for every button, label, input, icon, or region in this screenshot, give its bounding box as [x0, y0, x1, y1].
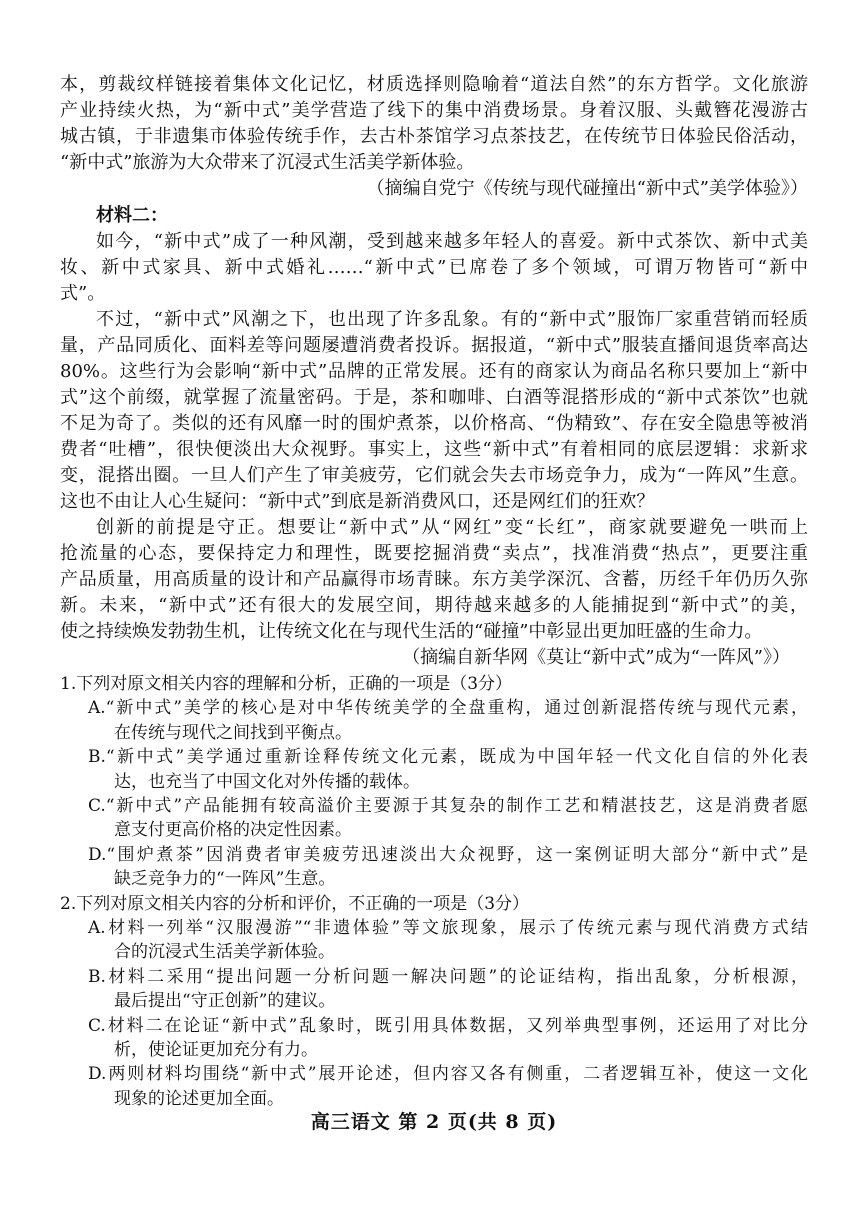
- passage-p1-line-2: 产业持续火热，为“新中式”美学营造了线下的集中消费场景。身着汉服、头戴簪花漫游古: [60, 100, 808, 121]
- passage-p2-line-1: 如今，“新中式”成了一种风潮，受到越来越多年轻人的喜爱。新中式茶饮、新中式美: [96, 231, 808, 252]
- question-2-stem: 2.下列对原文相关内容的分析和评价，不正确的一项是（3分）: [60, 893, 530, 914]
- passage-p3-line-2: 量，产品同质化、面料差等问题屡遭消费者投诉。据报道，“新中式”服装直播间退货率高达: [60, 335, 808, 356]
- q2-option-a-line-1: A.材料一列举“汉服漫游”“非遗体验”等文旅现象，展示了传统元素与现代消费方式结: [88, 918, 808, 938]
- q1-option-d-line-1: D.“围炉煮茶”因消费者审美疲劳迅速淡出大众视野，这一案例证明大部分“新中式”是: [88, 844, 808, 865]
- passage-p1-line-3: 城古镇，于非遗集市体验传统手作，去古朴茶馆学习点茶技艺，在传统节日体验民俗活动，: [60, 126, 808, 147]
- passage-p4-line-3: 产品质量，用高质量的设计和产品赢得市场青睐。东方美学深沉、含蓄，历经千年仍历久弥: [60, 569, 808, 590]
- passage-p3-line-1: 不过，“新中式”风潮之下，也出现了许多乱象。有的“新中式”服饰厂家重营销而轻质: [96, 309, 808, 330]
- q1-option-c-line-1: C.“新中式”产品能拥有较高溢价主要源于其复杂的制作工艺和精湛技艺，这是消费者愿: [88, 796, 808, 816]
- material-2-heading: 材料二：: [96, 205, 168, 226]
- passage-p3-line-5: 不足为奇了。类似的还有风靡一时的围炉煮茶，以价格高、“伪精致”、存在安全隐患等被消: [60, 413, 808, 434]
- q2-option-d-line-2: 现象的论述更加全面。: [114, 1088, 284, 1109]
- passage-p4-line-4: 新。未来，“新中式”还有很大的发展空间，期待越来越多的人能捕捉到“新中式”的美，: [60, 595, 808, 616]
- q1-option-b-line-1: B.“新中式”美学通过重新诠释传统文化元素，既成为中国年轻一代文化自信的外化表: [88, 747, 808, 768]
- page-footer: 高三语文 第 2 页(共 8 页): [310, 1111, 558, 1133]
- q1-option-c-line-2: 意支付更高价格的决定性因素。: [114, 820, 352, 841]
- q2-option-c-line-2: 析，使论证更加充分有力。: [114, 1040, 318, 1060]
- passage-p2-line-3: 式”。: [60, 283, 106, 304]
- passage-p1-line-4: “新中式”旅游为大众带来了沉浸式生活美学新体验。: [60, 152, 475, 173]
- q2-option-b-line-2: 最后提出“守正创新”的建议。: [114, 991, 336, 1012]
- passage-p3-line-8: 这也不由让人心生疑问：“新中式”到底是新消费风口，还是网红们的狂欢？: [60, 491, 655, 512]
- passage-p3-line-4: 式”这个前缀，就掌握了流量密码。于是，茶和咖啡、白酒等混搭形成的“新中式茶饮”也就: [60, 387, 808, 408]
- q1-option-a-line-2: 在传统与现代之间找到平衡点。: [114, 722, 352, 743]
- source-citation-1: （摘编自党宁《传统与现代碰撞出“新中式”美学体验》）: [366, 178, 808, 199]
- q2-option-c-line-1: C.材料二在论证“新中式”乱象时，既引用具体数据，又列举典型事例，还运用了对比分: [88, 1015, 808, 1036]
- q2-option-d-line-1: D.两则材料均围绕“新中式”展开论述，但内容又各有侧重，二者逻辑互补，使这一文化: [88, 1064, 808, 1085]
- passage-p3-line-3: 80%。这些行为会影响“新中式”品牌的正常发展。还有的商家认为商品名称只要加上“新中: [60, 361, 808, 382]
- passage-p3-line-7: 变，混搭出圈。一旦人们产生了审美疲劳，它们就会失去市场竞争力，成为“一阵风”生意。: [60, 465, 808, 486]
- q2-option-b-line-1: B.材料二采用“提出问题一分析问题一解决问题”的论证结构，指出乱象，分析根源，: [88, 966, 808, 987]
- passage-p4-line-2: 抢流量的心态，要保持定力和理性，既要挖掘消费“卖点”，找准消费“热点”，更要注重: [60, 543, 808, 564]
- q1-option-a-line-1: A.“新中式”美学的核心是对中华传统美学的全盘重构，通过创新混搭传统与现代元素，: [88, 698, 808, 719]
- question-1-stem: 1.下列对原文相关内容的理解和分析，正确的一项是（3分）: [60, 674, 513, 694]
- source-citation-2: （摘编自新华网《莫让“新中式”成为“一阵风”》）: [402, 647, 790, 668]
- passage-p4-line-1: 创新的前提是守正。想要让“新中式”从“网红”变“长红”，商家就要避免一哄而上: [96, 517, 808, 538]
- q2-option-a-line-2: 合的沉浸式生活美学新体验。: [114, 942, 335, 963]
- passage-p2-line-2: 妆、新中式家具、新中式婚礼……“新中式”已席卷了多个领域，可谓万物皆可“新中: [60, 257, 808, 278]
- passage-p4-line-5: 使之持续焕发勃勃生机，让传统文化在与现代生活的“碰撞”中彰显出更加旺盛的生命力。: [60, 621, 763, 642]
- q1-option-d-line-2: 缺乏竞争力的“一阵风”生意。: [114, 869, 336, 890]
- passage-p3-line-6: 费者“吐槽”，很快便淡出大众视野。事实上，这些“新中式”有着相同的底层逻辑：求新求: [60, 439, 808, 460]
- passage-p1-line-1: 本，剪裁纹样链接着集体文化记忆，材质选择则隐喻着“道法自然”的东方哲学。文化旅游: [60, 74, 808, 95]
- q1-option-b-line-2: 达，也充当了中国文化对外传播的载体。: [114, 771, 420, 792]
